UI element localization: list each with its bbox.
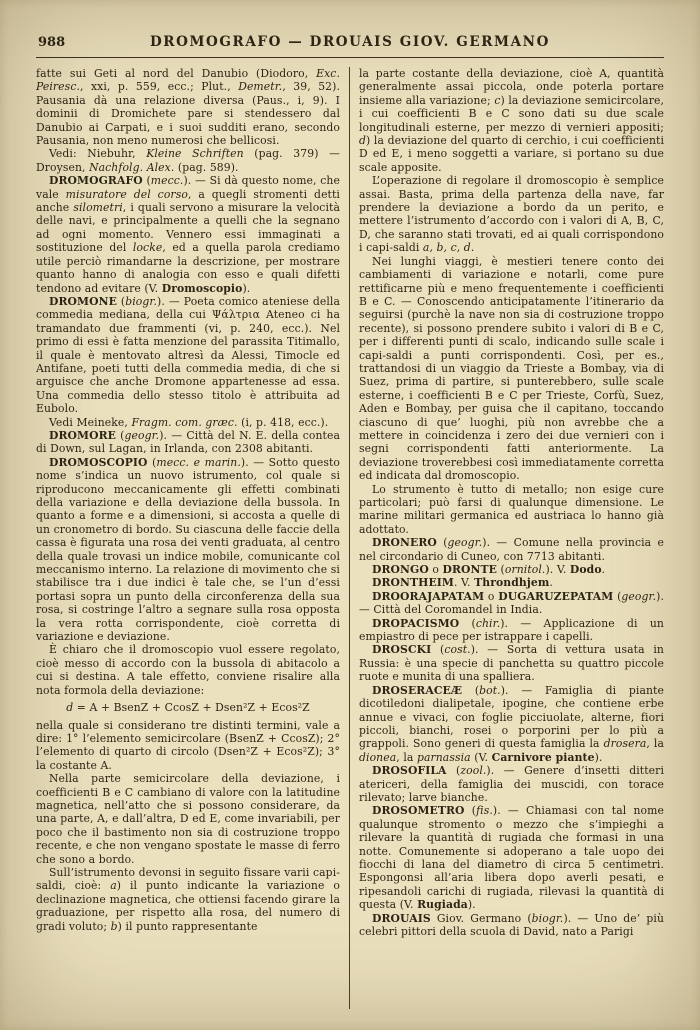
text-run: chir. <box>475 616 501 630</box>
text-run: o <box>428 563 443 577</box>
text-run: ). — Poeta comico ateniese della commedia mediana, della cui Ψάλτρια Ateneo ci ha tramandato due frammenti (vi, p. 240, ecc.). Nel primo di essi è fatta menzione del parassita Titimallo, il quale è mentovato altresì da Alessi, Timocle ed Antifane, poeti tutti della commedia media, di che si arguisce che anche Dromone appartenesse ad essa. Una commedia dello stesso titolo è attribuita ad Eubolo. <box>36 294 340 416</box>
text-columns <box>36 67 664 1009</box>
paragraph <box>36 772 340 866</box>
text-run: . V. <box>453 576 475 590</box>
text-run: DROUAIS <box>372 911 431 925</box>
text-run: dionea <box>359 750 397 764</box>
text-run: ( <box>436 536 448 550</box>
text-run: cost. <box>444 643 471 657</box>
text-run: DROMOGRAFO <box>49 174 143 188</box>
text-run: Demetr. <box>238 80 283 94</box>
text-run: bot. <box>479 683 501 697</box>
text-run: (pag. 589). <box>174 160 239 174</box>
text-run: ). <box>467 898 476 912</box>
text-run: . <box>470 241 475 255</box>
text-run: DROSOMETRO <box>372 804 465 818</box>
text-run: biogr. <box>531 911 564 925</box>
text-run: ). — Sorta di vettura usata in Russia: è una specie di panchetta su quattro piccole ruote e munita di una spalliera. <box>359 643 664 684</box>
text-run: Carnivore piante <box>491 750 595 764</box>
paragraph <box>36 174 340 295</box>
text-run: ). — Sotto questo nome s’indica un nuovo istrumento, col quale si riproducono meccanicamente gli effetti combinati della variazione e della deviazione della bussola. In quanto a forme e a dimensioni, si accosta a quelle di un cronometro di bordo. Su ciascuna delle faccie della cassa è figurata una rosa dei venti graduata, al centro della quale trovasi un indice mobile, comunicante col meccanismo interno. La relazione di movimento che si stabilisce tra i due indici è tale che, se l’un d’essi portasi sopra un punto della circonferenza della sua rosa, si costringe l’altro a segnare sulla rosa opposta la vera rotta corrispondente, cioè corretta di variazione e deviazione. <box>36 455 340 644</box>
text-run: (V. <box>470 750 492 764</box>
header-rule <box>36 57 664 58</box>
text-run: mecc. e marin. <box>156 455 241 469</box>
text-run: . <box>601 563 606 577</box>
text-run: ( <box>142 174 151 188</box>
text-run: DRONERO <box>372 536 437 550</box>
text-run: Lo strumento è tutto di metallo; non esige cure particolari; può farsi di qualunque dimensione. Le marine militari germanica ed austriaca lo hanno già adottato. <box>359 482 664 536</box>
paragraph <box>36 643 340 697</box>
text-run: ). — Città del Coromandel in India. <box>359 589 664 617</box>
paragraph <box>359 684 664 764</box>
text-run: DROSERACEÆ <box>372 683 463 697</box>
paragraph <box>359 764 664 804</box>
text-run: ( <box>147 455 157 469</box>
text-run: ) il punto rappresentante <box>117 919 258 933</box>
text-run: ). <box>242 281 251 295</box>
text-run: L’operazione di regolare il dromoscopio è semplice assai. Basta, prima della partenza della nave, far prendere la deviazione a bordo da un perito, e mettere l’istrumento d’accordo con i valori di A, B, C, D, che saranno stati trovati, ed ai quali corrispondono i capi-saldi <box>359 174 664 255</box>
text-run: ). — Applicazione di un empiastro di pece per istrappare i capelli. <box>359 616 664 644</box>
column-divider <box>349 67 350 1009</box>
text-run: , xxi, p. 559, ecc.; Plut., <box>80 80 239 94</box>
text-run: Dromoscopio <box>161 281 243 295</box>
text-run: DRONTE <box>442 563 497 577</box>
text-run: geogr. <box>124 428 160 442</box>
text-run: Rugiada <box>417 898 468 912</box>
text-run: silometri <box>73 201 123 215</box>
paragraph <box>36 866 340 933</box>
right-column <box>359 67 664 1009</box>
text-run: Exc. Peiresc. <box>36 67 340 94</box>
formula <box>36 701 340 714</box>
paragraph <box>359 643 664 683</box>
paragraph <box>359 67 664 174</box>
text-run: misuratore del corso <box>65 187 188 201</box>
text-run: DRONTHEIM <box>372 576 454 590</box>
text-run: Nachfolg. Alex. <box>89 160 175 174</box>
text-run: ). — Chiamasi con tal nome qualunque stromento o mezzo che s’impieghi a rilevare la quantità di rugiada che formasi in una notte. Comunemente si adoperano a tale uopo dei fiocchi di lana del diametro di circa 5 centimetri. Espongonsi all’aria libera dopo averli pesati, e ripesandoli carichi di rugiada, rilevasi la quantità di questa (V. <box>359 804 664 912</box>
text-run: ( <box>613 589 622 603</box>
text-run: drosera <box>603 737 647 751</box>
text-run: b <box>110 919 118 933</box>
text-run: a <box>110 879 117 893</box>
paragraph <box>359 536 664 563</box>
page-header <box>36 34 664 52</box>
text-run: , i quali servono a misurare la velocità delle navi, e principalmente a quelli che la segnano ad ogni momento. Vennero essi immaginati a sostituzione del <box>36 201 340 255</box>
text-run: ). — Genere d’insetti ditteri atericeri, della famiglia dei muscidi, con torace rilevato; larve bianche. <box>359 764 664 804</box>
text-run: ( <box>497 563 505 577</box>
text-run: DROORAJAPATAM <box>372 589 485 603</box>
text-run: geogr. <box>447 536 483 550</box>
page-number: 988 <box>38 35 66 50</box>
page-title: DROMOGRAFO — DROUAIS GIOV. GERMANO <box>150 34 550 50</box>
text-run: DRONGO <box>372 563 429 577</box>
text-run: ( <box>116 294 126 308</box>
paragraph <box>36 416 340 429</box>
text-run: ) il punto indicante la variazione o declinazione magnetica, che ottiensi facendo girare la graduazione, per rispetto alla rosa, del numero di gradi voluto; <box>36 879 340 933</box>
text-run: Sull’istrumento devonsi in seguito fissare varii capi-saldi, cioè: <box>36 865 340 893</box>
text-run: Vedi: Niebuhr, <box>49 147 147 161</box>
text-run: Throndhjem <box>474 576 550 590</box>
text-run: , la <box>646 737 664 751</box>
text-run: Nei lunghi viaggi, è mestieri tenere conto dei cambiamenti di variazione e notarli, come pure rettificarne più e meno frequentemente i coefficienti B e C. — Conoscendo anticipatamente l’itinerario da seguirsi (purchè la nave non sia di costruzione troppo recente), si possono prendere subito i valori di B e C, per i differenti punti di scalo, indicando sulle scale i capi-saldi a punti corrispondenti. Così, per es., trattandosi di un viaggio da Trieste a Bombay, via di Suez, prima di partire, si punterebbero, sulle scale esterne, i coefficienti B e C per Trieste, Corfù, Suez, Aden e Bombay, per guisa che il capitano, toccando ciascuno di que’ luoghi, più non avrebbe che a mettere in coincidenza i zero dei due vernieri con i segni corrispondenti fatti anteriormente. La deviazione troverebbesi così immediatamente corretta ed indicata dal dromoscopio. <box>359 254 664 483</box>
text-run: parnassia <box>416 750 471 764</box>
paragraph <box>36 295 340 416</box>
text-run: ). — Città del N. E. della contea di Down, sul Lagan, in Irlanda, con 2308 abitanti. <box>36 428 340 456</box>
text-run: ( <box>464 804 477 818</box>
paragraph <box>359 576 664 589</box>
paragraph <box>36 147 340 174</box>
text-run: DROMORE <box>49 428 116 442</box>
paragraph <box>359 174 664 254</box>
text-run: ( <box>462 683 480 697</box>
text-run: , 39, 52). Pausania dà una relazione diversa (Paus., i, 9). I dominii di Dromichete pare si stendessero dal Danubio ai Carpati, e i suoi sudditi erano, secondo Pausania, non meno numerosi che bellicosi. <box>36 80 340 148</box>
text-run: , a quegli stromenti detti anche <box>36 187 340 215</box>
paragraph <box>359 563 664 576</box>
text-run: ( <box>116 428 125 442</box>
text-run: ). — Comune nella provincia e nel circondario di Cuneo, con 7713 abitanti. <box>359 536 664 563</box>
text-run: ). — Famiglia di piante dicotiledoni dialipetale, ipogine, che contiene erbe annue e vivaci, con foglie picciuolate, alterne, fiori piccoli, bianchi, rosei o porporini per lo più a grappoli. Sono generi di questa famiglia la <box>359 683 664 751</box>
left-column <box>36 67 340 1009</box>
text-run: zool. <box>460 764 487 778</box>
text-run: ). V. <box>545 563 570 577</box>
text-run: DROPACISMO <box>372 616 460 630</box>
text-run: geogr. <box>621 589 657 603</box>
text-run: DROMOSCOPIO <box>49 455 148 469</box>
text-run: ). — Uno de’ più celebri pittori della scuola di David, nato a Parigi <box>359 911 664 938</box>
text-run: Giov. Germano ( <box>430 911 532 925</box>
text-run: d <box>359 134 367 148</box>
text-run: DROSCKI <box>372 643 432 657</box>
text-run: Dodo <box>569 563 602 577</box>
paragraph <box>36 429 340 456</box>
text-run: mecc. <box>150 174 184 188</box>
text-run: Kleine Schriften <box>146 147 244 161</box>
text-run: biogr. <box>125 294 158 308</box>
text-run: nella quale si considerano tre distinti termini, vale a dire: 1° l’elemento semicircolare (BsenZ + CcosZ); 2° l’elemento di quarto di circolo (Dsen²Z + Ecos²Z); 3° la costante A. <box>36 718 340 772</box>
text-run: È chiaro che il dromoscopio vuol essere regolato, cioè messo di accordo con la bussola di abitacolo a cui si destina. A tale effetto, conviene risalire alla nota formola della deviazione: <box>36 643 340 697</box>
text-run: o <box>484 589 499 603</box>
text-run: = A + BsenZ + CcosZ + Dsen²Z + Ecos²Z <box>73 701 310 715</box>
text-run: locke <box>132 241 163 255</box>
text-run: . <box>549 576 553 590</box>
text-run: DUGARUZEPATAM <box>498 589 614 603</box>
text-run: d <box>66 701 74 715</box>
text-run: c <box>494 93 501 107</box>
text-run: , la <box>396 750 417 764</box>
paragraph <box>359 804 664 911</box>
paragraph <box>36 456 340 644</box>
paragraph <box>359 255 664 483</box>
text-run: fatte sui Geti al nord del Danubio (Diodoro, <box>36 67 317 80</box>
text-run: ( <box>459 616 476 630</box>
text-run: (i, p. 418, ecc.). <box>237 415 329 429</box>
text-run: la parte costante della deviazione, cioè A, quantità generalmente assai piccola, onde poterla portare insieme alla variazione; <box>359 67 664 107</box>
text-run: ) la deviazione semicircolare, i cui coefficienti B e C sono dati su due scale longitudinali esterne, per mezzo di vernieri appositi; <box>359 93 664 134</box>
text-run: , ed a quella parola crediamo utile perciò rimandarne la descrizione, per mostrare quanto hanno di analogia con esso e quali difetti tendono ad evitare (V. <box>36 241 340 295</box>
text-run: Vedi Meineke, <box>49 415 132 429</box>
text-run: ( <box>431 643 445 657</box>
text-run: ). <box>594 750 603 764</box>
paragraph <box>36 719 340 773</box>
text-run: ornitol. <box>504 563 546 577</box>
text-run: Nella parte semicircolare della deviazione, i coefficienti B e C cambiano di valore con la latitudine magnetica, nell’atto che si possono considerare, da una parte, A, e dall’altra, D ed E, come invariabili, per poco che il bastimento non sia di costruzione troppo recente, e che non vengano spostate le masse di ferro che sono a bordo. <box>36 772 340 866</box>
text-run: ). — Si dà questo nome, che vale <box>36 174 340 201</box>
paragraph <box>359 590 664 617</box>
text-run: ( <box>446 764 461 778</box>
text-run: DROMONE <box>49 294 117 308</box>
text-run: a, b, c, d <box>422 241 471 255</box>
paragraph <box>359 617 664 644</box>
paragraph <box>359 483 664 537</box>
paragraph <box>36 67 340 147</box>
paragraph <box>359 912 664 939</box>
text-run: DROSOFILA <box>372 764 447 778</box>
text-run: Fragm. com. græc. <box>131 415 238 429</box>
text-run: fis. <box>476 804 493 818</box>
text-run: (pag. 379) — Droysen, <box>36 147 340 174</box>
text-run: ) la deviazione del quarto di cerchio, i cui coefficienti D ed E, i meno soggetti a variare, si portano su due scale apposite. <box>359 134 664 174</box>
